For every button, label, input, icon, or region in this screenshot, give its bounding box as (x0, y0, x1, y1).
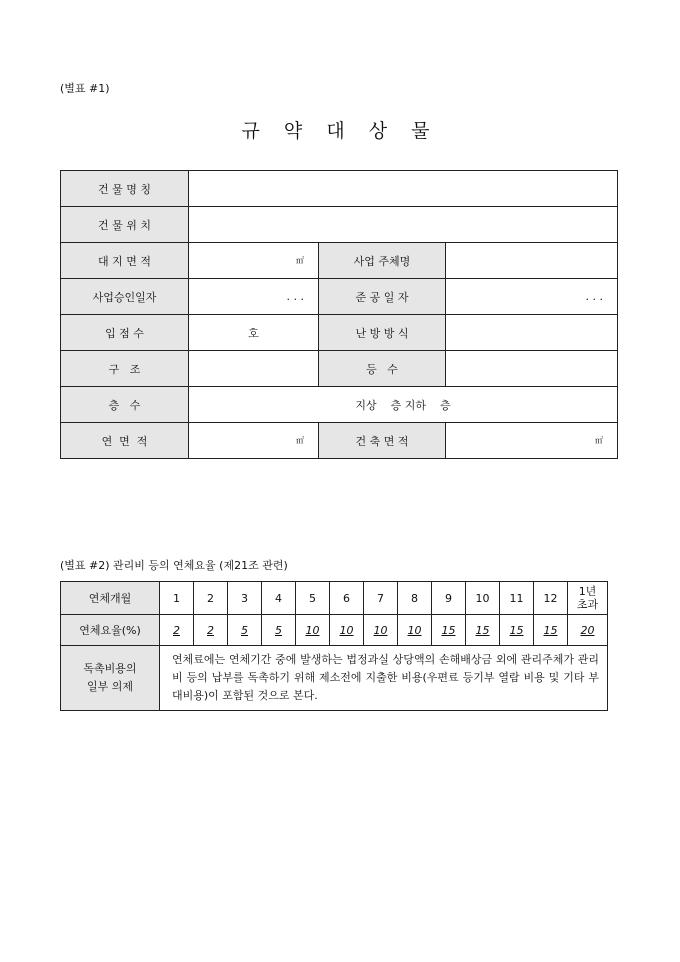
business-owner-value (446, 243, 618, 279)
property-table (60, 170, 618, 459)
completion-date-label: 준 공 일 자 (319, 279, 446, 315)
note-row (61, 646, 608, 711)
rate-cell: 15 (500, 615, 534, 646)
approval-date-value: . . . (189, 279, 319, 315)
heating-value (446, 315, 618, 351)
month-cell: 10 (466, 582, 500, 615)
table-row (61, 315, 618, 351)
table-row (61, 279, 618, 315)
land-area-label: 대 지 면 적 (61, 243, 189, 279)
month-cell: 12 (534, 582, 568, 615)
approval-date-label: 사업승인일자 (61, 279, 189, 315)
rate-cell: 5 (228, 615, 262, 646)
page-title: 규 약 대 상 물 (241, 120, 439, 142)
month-cell: 3 (228, 582, 262, 615)
month-cell-over-year (568, 582, 608, 615)
heating-label: 난 방 방 식 (319, 315, 446, 351)
rate-cell: 10 (364, 615, 398, 646)
late-fee-table (60, 581, 608, 711)
over-year-line1: 1년 (578, 585, 597, 598)
note-header (61, 646, 160, 711)
table-row (61, 171, 618, 207)
floors-label: 층 수 (61, 387, 189, 423)
total-floor-area-unit: ㎡ (189, 423, 319, 459)
rate-cell: 2 (160, 615, 194, 646)
rate-cell: 15 (466, 615, 500, 646)
units-suffix: 호 (189, 315, 319, 351)
rate-header: 연체요율(%) (61, 615, 160, 646)
building-name-value (189, 171, 618, 207)
table-row (61, 207, 618, 243)
floors-value: 지상 층 지하 층 (189, 387, 618, 423)
month-cell: 8 (398, 582, 432, 615)
building-name-label: 건 물 명 칭 (61, 171, 189, 207)
month-cell: 6 (330, 582, 364, 615)
structure-value (189, 351, 319, 387)
month-cell: 5 (296, 582, 330, 615)
table-row (61, 387, 618, 423)
grade-value (446, 351, 618, 387)
months-row (61, 582, 608, 615)
note-header-line2: 일부 의제 (86, 680, 133, 693)
building-location-value (189, 207, 618, 243)
month-cell: 7 (364, 582, 398, 615)
month-cell: 9 (432, 582, 466, 615)
rate-cell: 20 (568, 615, 608, 646)
rate-cell: 10 (330, 615, 364, 646)
grade-label: 등 수 (319, 351, 446, 387)
building-location-label: 건 물 위 치 (61, 207, 189, 243)
table-row (61, 351, 618, 387)
table-row (61, 243, 618, 279)
structure-label: 구 조 (61, 351, 189, 387)
land-area-unit: ㎡ (189, 243, 319, 279)
completion-date-value: . . . (446, 279, 618, 315)
rate-cell: 15 (432, 615, 466, 646)
month-cell: 4 (262, 582, 296, 615)
note-text: 연체료에는 연체기간 중에 발생하는 법정과실 상당액의 손해배상금 외에 관리주체가 관리비 등의 납부를 독촉하기 위해 제소전에 지출한 비용(우편료 등기부 열람 비용 및 기타 부대비용)이 포함된 것으로 본다. (160, 646, 608, 711)
building-area-unit: ㎡ (446, 423, 618, 459)
units-label: 입 점 수 (61, 315, 189, 351)
months-header: 연체개월 (61, 582, 160, 615)
rate-cell: 10 (296, 615, 330, 646)
building-area-label: 건 축 면 적 (319, 423, 446, 459)
rate-cell: 5 (262, 615, 296, 646)
note-header-line1: 독촉비용의 (83, 662, 137, 675)
rate-cell: 2 (194, 615, 228, 646)
month-cell: 11 (500, 582, 534, 615)
month-cell: 2 (194, 582, 228, 615)
month-cell: 1 (160, 582, 194, 615)
appendix2-label: (별표 #2) 관리비 등의 연체요율 (제21조 관련) (60, 559, 288, 572)
appendix1-label: (별표 #1) (60, 82, 110, 95)
total-floor-area-label: 연 면 적 (61, 423, 189, 459)
rate-cell: 15 (534, 615, 568, 646)
rates-row (61, 615, 608, 646)
over-year-line2: 초과 (576, 598, 599, 611)
table-row (61, 423, 618, 459)
business-owner-label: 사업 주체명 (319, 243, 446, 279)
rate-cell: 10 (398, 615, 432, 646)
